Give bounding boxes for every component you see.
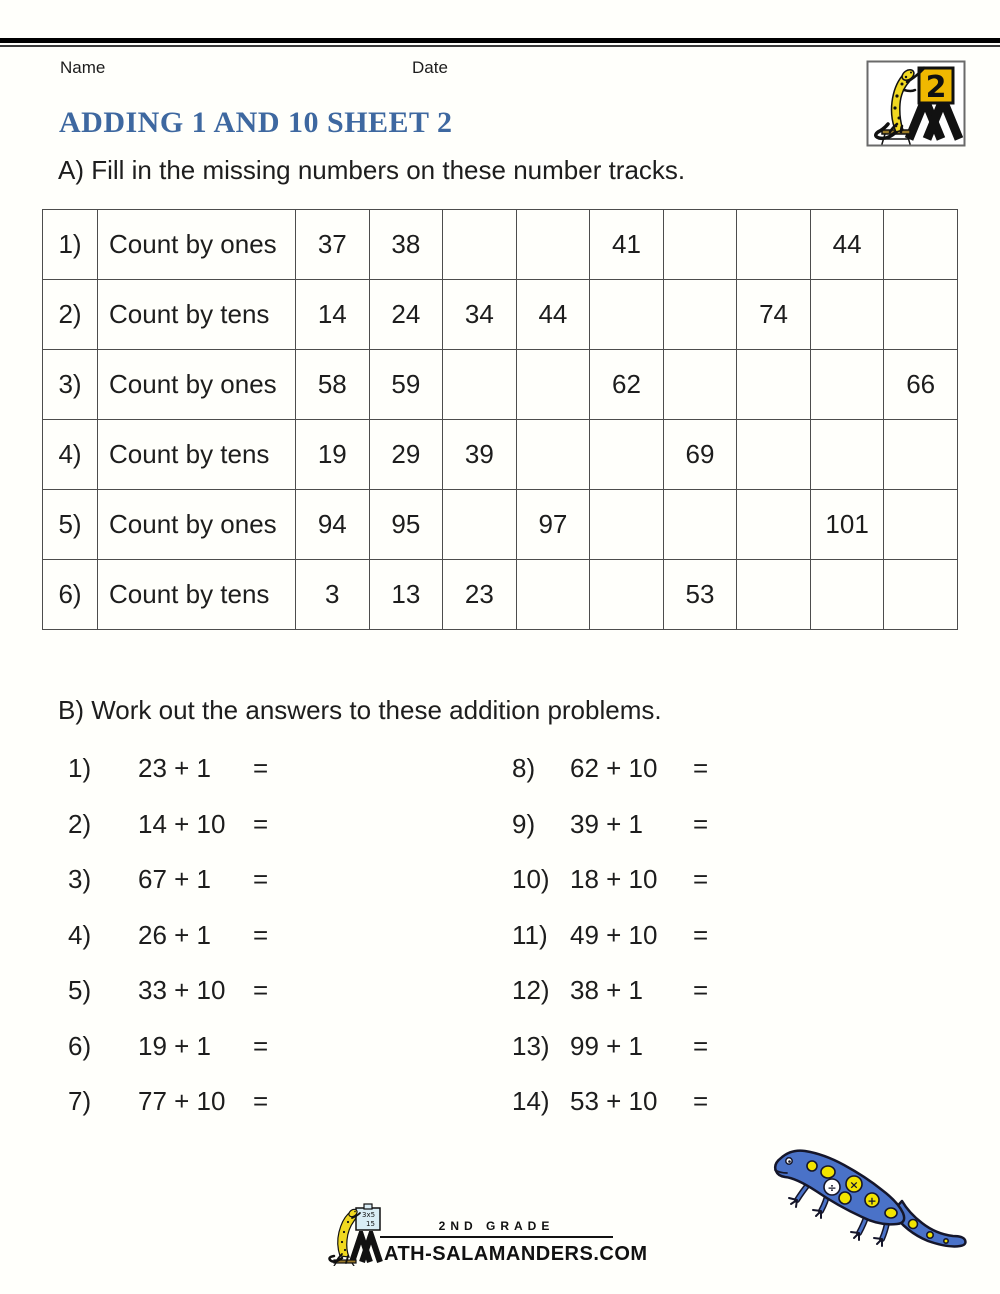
- easel-answer-text: 15: [366, 1220, 375, 1228]
- problem-expression: 26 + 1: [138, 919, 212, 950]
- equals-sign: =: [693, 753, 709, 783]
- row-label: Count by ones: [98, 350, 296, 420]
- name-label: Name: [60, 58, 106, 77]
- problem-expression: 33 + 10: [138, 975, 226, 1005]
- track-cell-blank: [443, 210, 517, 280]
- equals-sign: =: [693, 1030, 709, 1061]
- track-cell-blank: [663, 350, 737, 420]
- track-cell-blank: [737, 560, 811, 630]
- track-cell-filled: 101: [810, 490, 884, 560]
- problem-expression: 18 + 10: [570, 864, 658, 894]
- equals-sign: =: [693, 864, 709, 894]
- track-cell-blank: [590, 420, 664, 490]
- problem-expression: 62 + 10: [570, 753, 658, 783]
- top-rule-thin: [0, 45, 1000, 47]
- problem-expression: 77 + 10: [138, 1086, 226, 1116]
- track-cell-blank: [810, 560, 884, 630]
- track-cell-filled: 53: [663, 560, 737, 630]
- divide-symbol: ÷: [827, 1181, 837, 1195]
- problem-number: 14): [512, 1086, 550, 1116]
- row-number: 3): [43, 350, 98, 420]
- grade-badge-number: 2: [925, 70, 947, 105]
- track-cell-blank: [516, 210, 590, 280]
- row-number: 4): [43, 420, 98, 490]
- equals-sign: =: [253, 975, 269, 1005]
- track-cell-filled: 66: [884, 350, 958, 420]
- problem-number: 1): [68, 753, 92, 783]
- problem-expression: 67 + 1: [138, 864, 212, 894]
- problem-expression: 39 + 1: [570, 808, 644, 839]
- track-cell-filled: 58: [296, 350, 370, 420]
- number-track-row: [43, 350, 958, 420]
- plus-symbol: +: [867, 1194, 877, 1208]
- problem-expression: 49 + 10: [570, 919, 658, 950]
- problems-right: [512, 753, 792, 1133]
- track-cell-blank: [884, 490, 958, 560]
- track-cell-filled: 37: [296, 210, 370, 280]
- page-title: ADDING 1 AND 10 SHEET 2: [59, 106, 453, 139]
- number-tracks-body: [43, 210, 958, 630]
- track-cell-filled: 94: [296, 490, 370, 560]
- problem-expression: 53 + 10: [570, 1086, 658, 1116]
- equals-sign: =: [253, 1030, 269, 1061]
- row-label: Count by tens: [98, 280, 296, 350]
- section-b-heading: B) Work out the answers to these addition problems.: [58, 695, 662, 725]
- problem-expression: 23 + 1: [138, 753, 212, 783]
- track-cell-filled: 95: [369, 490, 443, 560]
- problem-number: 5): [68, 975, 92, 1005]
- row-number: 5): [43, 490, 98, 560]
- track-cell-filled: 59: [369, 350, 443, 420]
- problem-number: 7): [68, 1086, 92, 1116]
- problem-expression: 99 + 1: [570, 1030, 644, 1061]
- track-cell-blank: [663, 490, 737, 560]
- track-cell-blank: [737, 490, 811, 560]
- grade-logo-graphic: [866, 60, 966, 147]
- grade-logo: [866, 60, 966, 147]
- easel-problem-text: 3x5: [362, 1211, 376, 1219]
- track-cell-filled: 97: [516, 490, 590, 560]
- track-cell-blank: [443, 350, 517, 420]
- problem-number: 8): [512, 753, 536, 783]
- track-cell-blank: [516, 350, 590, 420]
- row-number: 6): [43, 560, 98, 630]
- footer-grade-text: 2ND GRADE: [438, 1219, 555, 1233]
- track-cell-filled: 74: [737, 280, 811, 350]
- number-track-row: [43, 490, 958, 560]
- equals-sign: =: [693, 975, 709, 1005]
- problem-number: 4): [68, 919, 92, 950]
- track-cell-filled: 23: [443, 560, 517, 630]
- problems-left: [68, 753, 348, 1133]
- number-track-row: [43, 280, 958, 350]
- row-number: 1): [43, 210, 98, 280]
- track-cell-filled: 29: [369, 420, 443, 490]
- equals-sign: =: [253, 864, 269, 894]
- track-cell-blank: [884, 280, 958, 350]
- track-cell-filled: 14: [296, 280, 370, 350]
- row-number: 2): [43, 280, 98, 350]
- track-cell-blank: [516, 560, 590, 630]
- track-cell-filled: 38: [369, 210, 443, 280]
- track-cell-blank: [810, 420, 884, 490]
- track-cell-filled: 39: [443, 420, 517, 490]
- section-a-heading: A) Fill in the missing numbers on these number tracks.: [58, 155, 686, 185]
- equals-sign: =: [693, 1086, 709, 1116]
- footer-brand: [350, 1231, 648, 1266]
- equals-sign: =: [253, 753, 269, 783]
- track-cell-blank: [737, 420, 811, 490]
- problem-number: 11): [512, 919, 548, 950]
- track-cell-filled: 19: [296, 420, 370, 490]
- track-cell-blank: [590, 280, 664, 350]
- track-cell-filled: 34: [443, 280, 517, 350]
- track-cell-filled: 24: [369, 280, 443, 350]
- number-track-row: [43, 420, 958, 490]
- track-cell-blank: [663, 210, 737, 280]
- problem-number: 2): [68, 808, 92, 839]
- top-rule: [0, 38, 1000, 43]
- track-cell-filled: 41: [590, 210, 664, 280]
- footer-brand-text: ATH-SALAMANDERS.COM: [384, 1243, 648, 1265]
- track-cell-blank: [884, 420, 958, 490]
- track-cell-filled: 69: [663, 420, 737, 490]
- number-track-row: [43, 560, 958, 630]
- track-cell-blank: [443, 490, 517, 560]
- row-label: Count by tens: [98, 560, 296, 630]
- track-cell-blank: [884, 210, 958, 280]
- row-label: Count by ones: [98, 490, 296, 560]
- problem-expression: 38 + 1: [570, 975, 644, 1005]
- equals-sign: =: [253, 919, 269, 950]
- row-label: Count by ones: [98, 210, 296, 280]
- track-cell-blank: [810, 350, 884, 420]
- problem-expression: 19 + 1: [138, 1030, 212, 1061]
- equals-sign: =: [693, 808, 709, 839]
- number-tracks-table: [42, 209, 958, 630]
- problem-number: 6): [68, 1030, 92, 1061]
- blue-salamander-icon: [770, 1140, 970, 1255]
- equals-sign: =: [253, 1086, 269, 1116]
- track-cell-filled: 44: [810, 210, 884, 280]
- footer-salamander-icon: [326, 1202, 392, 1266]
- problem-number: 9): [512, 808, 536, 839]
- equals-sign: =: [693, 919, 709, 950]
- track-cell-blank: [884, 560, 958, 630]
- track-cell-blank: [590, 490, 664, 560]
- track-cell-filled: 3: [296, 560, 370, 630]
- date-label: Date: [412, 58, 448, 77]
- times-symbol: ×: [849, 1178, 859, 1192]
- track-cell-filled: 13: [369, 560, 443, 630]
- track-cell-blank: [810, 280, 884, 350]
- track-cell-filled: 44: [516, 280, 590, 350]
- number-track-row: [43, 210, 958, 280]
- track-cell-blank: [590, 560, 664, 630]
- row-label: Count by tens: [98, 420, 296, 490]
- track-cell-blank: [516, 420, 590, 490]
- track-cell-filled: 62: [590, 350, 664, 420]
- problem-expression: 14 + 10: [138, 808, 226, 839]
- track-cell-blank: [737, 210, 811, 280]
- problem-number: 13): [512, 1030, 550, 1061]
- problem-number: 3): [68, 864, 92, 894]
- problem-number: 12): [512, 975, 550, 1005]
- problem-number: 10): [512, 864, 550, 894]
- equals-sign: =: [253, 808, 269, 839]
- track-cell-blank: [737, 350, 811, 420]
- track-cell-blank: [663, 280, 737, 350]
